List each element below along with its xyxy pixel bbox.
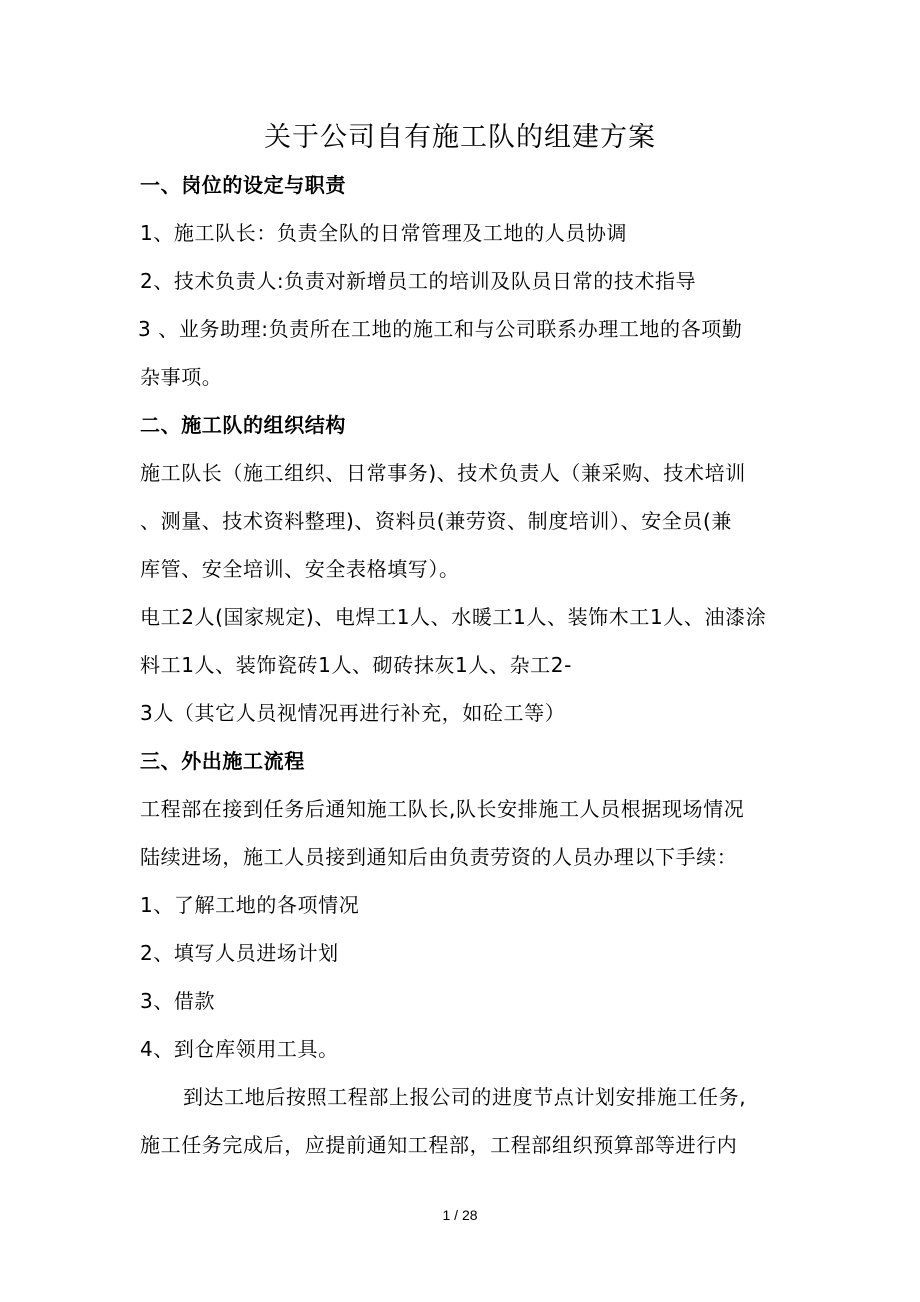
paragraph-line: 工程部在接到任务后通知施工队长,队长安排施工人员根据现场情况 (140, 797, 745, 821)
paragraph-line: 3 、业务助理:负责所在工地的施工和与公司联系办理工地的各项勤 (138, 317, 743, 341)
page-number: 1 / 28 (442, 1207, 478, 1223)
list-item: 1、了解工地的各项情况 (140, 893, 360, 917)
section-heading-positions: 一、岗位的设定与职责 (140, 173, 346, 197)
section-heading-structure: 二、施工队的组织结构 (140, 413, 346, 437)
list-item: 4、到仓库领用工具。 (140, 1037, 339, 1061)
section-heading-process: 三、外出施工流程 (140, 749, 305, 773)
paragraph-line: 陆续进场，施工人员接到通知后由负责劳资的人员办理以下手续： (140, 845, 738, 869)
paragraph-line: 施工队长（施工组织、日常事务)、技术负责人（兼采购、技术培训 (140, 461, 746, 485)
document-title: 关于公司自有施工队的组建方案 (264, 122, 656, 153)
paragraph-line: 到达工地后按照工程部上报公司的进度节点计划安排施工任务, (183, 1085, 747, 1109)
paragraph-line: 2、技术负责人:负责对新增员工的培训及队员日常的技术指导 (140, 269, 697, 293)
paragraph-line: 、测量、技术资料整理)、资料员(兼劳资、制度培训）、安全员(兼 (140, 509, 733, 533)
list-item: 3、借款 (140, 989, 216, 1013)
paragraph-line: 3人（其它人员视情况再进行补充，如砼工等） (140, 701, 566, 725)
list-item: 2、填写人员进场计划 (140, 941, 339, 965)
paragraph-line: 料工1人、装饰瓷砖1人、砌砖抹灰1人、杂工2- (140, 653, 572, 677)
paragraph-line: 电工2人(国家规定)、电焊工1人、水暖工1人、装饰木工1人、油漆涂 (140, 605, 767, 629)
paragraph-line: 库管、安全培训、安全表格填写）。 (140, 557, 460, 581)
paragraph-line: 杂事项。 (140, 365, 223, 389)
paragraph-line: 1、施工队长：负责全队的日常管理及工地的人员协调 (140, 221, 628, 245)
paragraph-line: 施工任务完成后，应提前通知工程部，工程部组织预算部等进行内 (140, 1133, 738, 1157)
